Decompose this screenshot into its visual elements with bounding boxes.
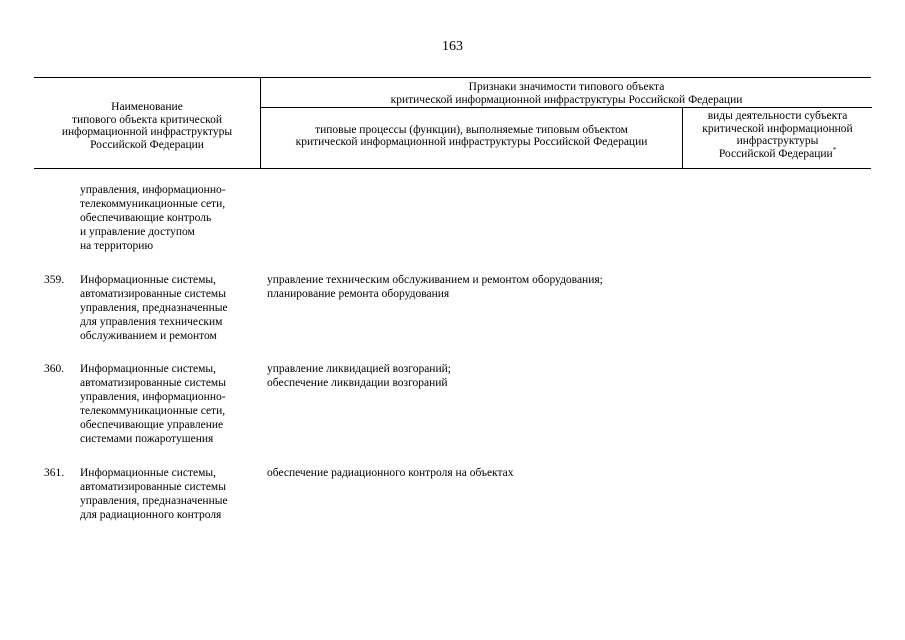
row-processes: управление техническим обслуживанием и ремонтом оборудования; планирование ремонта оборудования	[267, 274, 603, 300]
row-number: 361.	[44, 467, 65, 479]
row-processes: обеспечение радиационного контроля на объектах	[267, 467, 514, 479]
header-object-name-text: Наименование типового объекта критической информационной инфраструктуры Российской Федерации	[61, 101, 233, 151]
row-object-name: Информационные системы, автоматизированные системы управления, информационно- телекоммуникационные сети, обеспечивающие управление системами пожаротушения	[80, 363, 226, 445]
header-typical-processes-text: типовые процессы (функции), выполняемые типовым объектом критической информационной инфраструктуры Российской Федерации	[295, 123, 648, 148]
header-activity-types	[682, 108, 872, 168]
row-number: 360.	[44, 363, 65, 375]
header-typical-processes	[261, 108, 682, 168]
row-object-name: Информационные системы, автоматизированные системы управления, предназначенные для радиационного контроля	[80, 467, 228, 521]
row-object-name: Информационные системы, автоматизированные системы управления, предназначенные для управления техническим обслуживанием и ремонтом	[80, 274, 228, 342]
page-number: 163	[442, 39, 463, 54]
header-significance-group	[260, 78, 872, 168]
header-activity-types-text: виды деятельности субъекта критической информационной инфраструктуры Российской Федерации	[702, 110, 853, 160]
table-header	[34, 77, 871, 169]
header-significance-signs: Признаки значимости типового объекта критической информационной инфраструктуры Российской Федерации	[261, 78, 872, 108]
row-number: 359.	[44, 274, 65, 286]
row-processes: управление ликвидацией возгораний; обеспечение ликвидации возгораний	[267, 363, 451, 389]
row-object-name: управления, информационно- телекоммуникационные сети, обеспечивающие контроль и управление доступом на территорию	[80, 184, 226, 252]
header-object-name	[34, 78, 260, 168]
footnote-mark: *	[832, 145, 837, 154]
